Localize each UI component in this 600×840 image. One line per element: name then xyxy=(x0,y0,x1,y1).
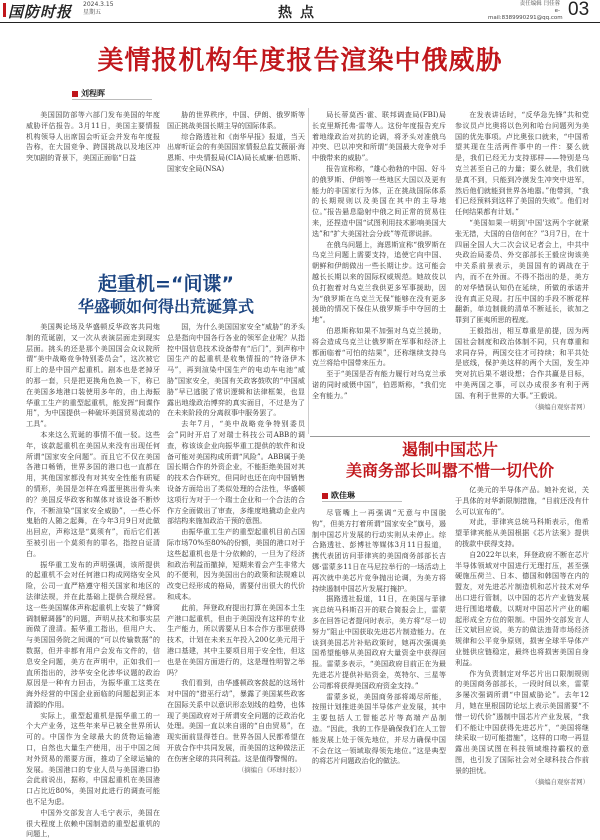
main-article-col2 xyxy=(167,110,305,172)
sub-article-2-col1 xyxy=(312,508,446,822)
sub-article-1-title-line2: 华盛顿如何得出荒诞算式 xyxy=(77,297,254,316)
editor-email: e-mail:8389990291@qq.com xyxy=(488,8,563,21)
main-headline: 美情报机构年度报告渲染中俄威胁 xyxy=(97,46,503,76)
sub-article-2-byline-author: 欧佳琳 xyxy=(331,491,355,500)
newspaper-logo: 国防时报 xyxy=(8,3,73,21)
main-byline-author: 刘程晖 xyxy=(81,89,105,98)
byline-square-icon xyxy=(72,91,78,97)
section-divider xyxy=(310,436,590,437)
masthead xyxy=(0,0,600,22)
main-article-col3 xyxy=(312,110,446,440)
main-article-col2-text: 胁的世界秩序，中国、伊朗、俄罗斯等国正挑战美国长期主导的国际体系。 综合路透社和《南华早报》报道，当天出席听证会的有美国国家情报总监艾薇丽·海恩斯、中央情报局(CIA)局长威廉·伯恩斯、国家安全局(NSA) xyxy=(167,110,305,173)
editor-info xyxy=(488,1,563,22)
sub-article-1-title xyxy=(26,272,306,318)
sub-article-2-title xyxy=(310,440,590,481)
section-title: 热点 xyxy=(278,5,322,21)
byline-underline xyxy=(322,501,402,502)
byline-square-icon xyxy=(322,493,328,499)
byline-underline xyxy=(72,99,152,100)
sub-article-2-byline xyxy=(322,490,402,501)
sub-article-1-col2 xyxy=(167,322,305,822)
sub-article-1-col2-text: 国，为什么美国国家安全“威胁”的矛头总是指向中国各行各业的领军企业呢？从指控中国信息技术设备带有“后门”，到声称中国生产的起重机是收集情报的“特洛伊木马”，再到渲染中国生产的电动车电池“威胁”国家安全，美国有关政客鼓吹的“中国威胁”早已逃脱了常识逻辑和法律框架，也显露出地缘政治博弈的真实面目，不过是为了在未来阶段的分离叙事中服务罢了。 去年7月，“美中战略竞争特别委员会”同时开启了对瑞士科技公司ABB的调查，称该该企业向振华重工提供的软件和设备可能对美国构成所谓“风险”。ABB属于美国长期合作的外资企业，不能拒绝美国对其的技术合作研究，但同时也还在向中国销售设备方面给出了类似处理的合法性，华盛顿这项行为对于一个瑞士企业和一个合法的合作方全面做出了审查，多维度地撬动企业内部结构来施加政治干预的意图。 由振华重工生产的重型起重机目前占国际市场70%至80%的份额，美国的港口对于这些起重机也是十分依赖的，一旦为了经济和政治利益而撤掉，短期来看会产生非常大的不便利，因为美国出台的政策和法规难以改变已经形成的格局，需要付出很大的代价和成本。 此前，拜登政府提出打算在美国本土生产港口起重机，但由于美国没有这样的专业生产能力，所以需要从日本合作方那里获得技术，计划在未来五年投入200亿美元用于港口基建，其中主要项目用于安全性，但这也是在美国方面进行的，这是理性明智之举吗？ 我们看到，由华盛顿政客鼓起的这场针对中国的“猎巫行动”，暴露了美国某些政客在国际关系中以意识形态划线的趋势，也体现了美国政府对于所谓安全问题的泛政治化处理。美国一直以来自诩的“自由贸易”，在现实面前显得苍白。世界各国人民都希望在开放合作中共同发展，而美国的这种做法正在伤害全球的共同利益。这是值得警惕的。 （摘编自《环球时报》） xyxy=(167,322,305,774)
sub-article-1-title-line1: 起重机=“间谍” xyxy=(98,273,234,295)
issue-weekday: 星期五 xyxy=(83,8,102,16)
main-article-col4-text: 在发表讲话时，“反华急先锋”共和党参议员卢比奥将以色列和哈台问题列为美国的优先事项。卢比奥张口就来，“中国希望其现在生活两件事中的一件：要么就是，我们已经无力支持那样——特别是乌克兰甚至自己的力量；要么就是，我们就是真不到，只能到冷漠发生冲突中进军，然后他们就能到世界各地嚣。”他带到，“我们已经预料到这样了美国的失败”。他们对任何结果都有计划。” “美国如果一明到'中国'这两个字就紧张无措，大国的自信何在？”3月7日，在十四届全国人大二次会议记者会上，中共中央政治局委员、外交部部长王毅应询该美中关系前景表示，美国国有的调战在于内，而不在外面。不得不指出的是，美方的对华错误认知仍在延续，所做的承诺并没有真正兑现。打压中国的手段不断花样翻新，单边制裁的清单不断延长，欲加之罪到了匪夷所思的程度。 王毅指出，相互尊重是前提，因为两国社会制度和政治体制不同，只有尊重和求同存异，两国交往才可持续；和平共处是底线，保护美这样的两个大国，发生冲突对抗后果不堪设想；合作共赢是目标，中美两国之事，可以办成很多有利于两国、有利于世界的大事。”王毅说。 （摘编自观察者网） xyxy=(455,110,589,411)
main-article-lead: 美国国防部等六部门发布美国的年度威胁评估报告。3月11日，美国主要情报机构领导人出席国会听证会并发布年度报告称，在大国竞争、跨国挑战以及地区冲突加剧的背景下，美国正面临“日益 xyxy=(26,110,160,163)
main-article-col3-text: 局长蒂莫西·霍、联邦调查局(FBI)局长克里斯托弗·雷等人。这份年度报告充斥着地缘政治对抗的论调，将矛头对准俄乌冲突、巴以冲突和所谓“美国最大竞争对手中俄带来的威胁”。 报告宣称称，“雄心勃勃的中国、好斗的俄罗斯、伊朗等一些地区大国以及更有能力的非国家行为体，正在挑战国际体系的长期规则以及美国在其中的主导地位。”报告悬息隐射中俄之间正常的贸易往来，还捏造中国“试图利用技术影响美国大选”和“扩大美国社会分歧”等荒谬说辞。 在俄乌问题上，海恩斯宣称“俄罗斯在乌克兰问题上需要支持，追使它向中国、朝鲜和伊朗做出一些长期让步。这可能会越长长期以来的国际权威规范。她故伎以负打抱着对乌克兰我供更多军事援助，因为“俄罗斯在乌克兰无保”能够在没有更多援助的情况下保住从俄罗斯手中夺回的土地”。 伯恩斯称如果不加强对乌克兰援助，将会造成乌克兰让俄罗斯在军事和经济上都面临着“可怕的结果”，还称继续支持乌克兰将给中国带来压力。 至于“美国是否有能力履行对乌克兰承诺的同时威慑中国”，伯恩斯称，“我们完全有能力。” xyxy=(312,110,446,400)
editor-name: 责任编辑 闫佳蓉 xyxy=(519,1,560,7)
main-byline xyxy=(72,88,152,99)
header-rule xyxy=(0,22,600,23)
sub-article-2-col2 xyxy=(455,485,589,822)
sub-article-2-title-line1: 遏制中国芯片 xyxy=(401,440,498,459)
sub-article-2-col1-text: 尽管嘴上一再强调“无意与中国脱钩”，但美方打着所谓“国家安全”旗号，遏制中国芯片发展的行动实则从未停止。综合路透社、彭博社等媒体3月11日报道，携代表团访问菲律宾的美国商务部部长吉娜·雷蒙多11日在马尼拉举行的一场活动上再次就中美芯片竞争抛出论调，为美方将持续遏制中国芯片发展打掩护。 据路透社报道，11日，在美国与菲律宾总统马科斯召开的联合简报会上，雷蒙多在回答记者提问时表示，美方将“尽一切努力”阻止中国获取先进芯片制造能力。在谈到美国芯片补贴政策时，她再次强调美国希望能够从美国政府大量资金中获得回报。雷蒙多表示，“美国政府目前正在为最先进芯片提供补贴资金，英特尔、三星等公司都将获得美国政府资金支持。” 雷蒙多说，美国商务部将竭尽所能，按照计划推进美国半导体产业发展，其中主要包括人工智能芯片等高端产品制造。“因此，我的工作是确保我们在人工智能发展上处于领先地位，并尽力确保中国不会在这一领域取得领先地位。”这是典型的将芯片问题政治化的做法。 xyxy=(312,508,446,766)
sub-article-2-title-line2: 美商务部长叫嚣不惜一切代价 xyxy=(345,461,554,480)
sub-article-2-col2-text: 亿美元的半导体产品。她补充说，关于具体的对华新限制措施，“目前还没有什么可以宣布的”。 对此，菲律宾总统马科斯表示，他希望菲律宾能从美国根据《芯片法案》提供的拨款中获得支持。 自2022年以来，拜登政府不断在芯片半导体领域对中国进行无理打压，甚至强硬施压荷兰、日本、德国和韩国等在内的盟友，对先进芯片制造机和芯片技术对华出口进行管制，以中国的芯片产业链发展进行围追堵截，以期对中国芯片产业的崛起形成全方位的限制。中国外交部发言人汪文斌回应说，美方的做法违背市场经济规律和公平竞争原则，损害全球半导体产业链供应链稳定，最终也将损害美国自身利益。 作为负责制定对华芯片出口限制规则的美国商务部部长，一段时间以来，雷蒙多屡次强调所谓“中国威胁论”。去年12月，她在里根国防论坛上表示美国需要“不惜一切代价”遏制中国芯片产业发展，“我们不能让中国获得先进芯片”，“美国将继续采取一切可能措施”，这样的口吻一再显露出美国试图在科技领域维持霸权的意图，也引发了国际社会对全球科技合作前景的担忧。 （摘编自观察者网） xyxy=(455,485,589,786)
main-article-col1 xyxy=(26,110,160,268)
column-divider xyxy=(308,108,309,434)
issue-date: 2024.3.15 xyxy=(83,1,114,8)
sub-article-1-col1 xyxy=(26,322,160,839)
page-number: 03 xyxy=(568,0,590,20)
sub-article-1-col1-text: 美国舆论场及华盛顿反华政客共同炮制的荒诞剧，又一次从表演层面走到现实层面。挑头的还是那个美国国会众议院所谓“美中战略竞争特别委员会”，这次被它盯上的是中国产起重机。剧本也是老掉牙的那一套，只是把更换角色换一下，称已在美国多地港口装使用多年的，由上海振华重工生产的重型起重机，能发挥“间谍作用”，为中国提供一种破坏美国贸易流动的工具”。 本来这么荒诞的事情不值一驳。这些年，该款起重机在美国从来没有出现任何所谓“国家安全问题”。而且它不仅在美国各港口畅销，世界多国的港口也一直都在用，其他国家都没有对其安全性能有质疑的情形，美国是怎样在鸡蛋里挑出骨头来的？美国反华政客和媒体对该设备不断炒作，不断渲染“国家安全威胁”，一些心怀鬼胎的人随之起舞，在今年3月9日对此做出回应，声称这是“莫须有”，而后它们甚至被引出一个莫须有的罪名，指控自证清白。 振华重工发布的声明强调，该所提供的起重机不会对任何港口构成网络安全风险，公司一直严格遵守相关国家和地区的法律法规，并在此基础上提供合规经营。这一些美国媒体声称起重机上安装了“蜂窝调制解调器”的问题，声明从技术和事实层面做了澄清。振华重工指出，但用户大、与美国国务院之间调的“可以传输数据”的数据，但并非都有用户会发布文件的，信息安全问题，美方在声明中，正如我们一直所指出的，涉华安全化涉华议题的政治原因是一种有力回击，为振华重工这类在海外经营的中国企业面临的问题起到正本清源的作用。 实际上，重型起重机是振华重工的一个大产业务，这些年来早已被全世界所认可的。中国作为全球最大的货物运输港口，自然也大量生产使用，出于中国之间对外贸易的需要方面，推动了全球运输的发展。美国港口的专业人员与美国港口协会此前说出，据称，中国起重机在美国港口占比近80%，美国对此进行的调查可能也不足为虑。 中国外交部发言人毛宁表示，美国在很大程度上依赖中国制造的重型起重机的问题上， xyxy=(26,322,160,839)
main-article-col4 xyxy=(455,110,589,440)
